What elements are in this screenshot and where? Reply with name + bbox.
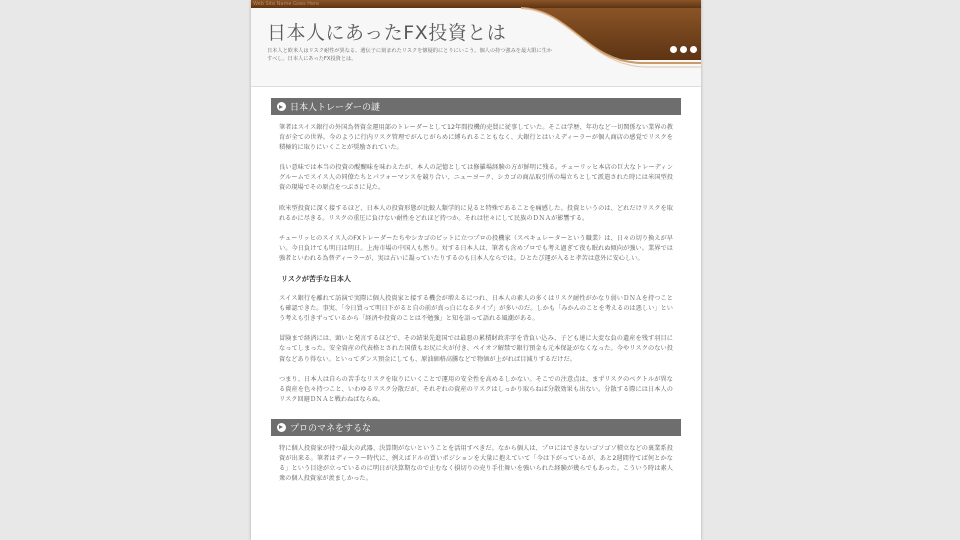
paragraph: つまり、日本人は自らの苦手なリスクを取りにいくことで運用の安全性を高めるしかない。そこでの注意点は、まずリスクのベクトルが異なる資産を色々持つこと、いわゆるリスク分散だが、それぞれの資産のリスクはしっかり取らねば分散効果も出ない。分散する際には日本人のリスク回避ＤＮＡと戦わねばならぬ。 bbox=[279, 375, 673, 403]
main-content bbox=[251, 87, 701, 484]
page-container bbox=[251, 0, 701, 540]
section-header-1 bbox=[271, 98, 681, 115]
slider-dots bbox=[670, 46, 697, 53]
paragraph: 筆者はスイス銀行の外国為替資金運用部のトレーダーとして12年間投機的売買に従事していた。そこは学歴、年功など一切関係ない業界の教育が全ての世界。今のように行内リスク管理でがんじがらめに縛られることもなく、大銀行とはいえディーラーが個人商店の感覚でリスクを積極的に取りにいくことが奨励されていた。 bbox=[279, 124, 673, 152]
paragraph: 特に個人投資家が持つ最大の武器、決算期がないということを活用すべきだ。なから個人は、プロにはできないゴソゴソ積立などの裏業系投資が出来る。筆者はディーラー時代に、例えばドルの買いポジションを大量に抱えていて「今は下がっているが、あと2週間待てば何とかなる」という目途が立っているのに明日が決算期なので止むなく損切りの売り手仕舞いを強いられた経験が幾らでもあった。こういう時は素人衆の個人投資家が羨ましかった。 bbox=[279, 444, 673, 483]
section-title: 日本人トレーダーの謎 bbox=[290, 103, 381, 113]
header-top-text: Web Site Name Goes Here bbox=[253, 1, 320, 7]
paragraph: 欧米型投資に深く接するほど、日本人の投資形態が比較人類学的に見ると特殊であることを痛感した。投資というのは、どれだけリスクを取れるかに尽きる。リスクの重圧に負けない耐性をどれほど持つか。それは往々にして民族のＤＮＡが影響する。 bbox=[279, 204, 673, 222]
section-header-2 bbox=[271, 419, 681, 436]
arrow-circle-icon bbox=[277, 423, 286, 432]
paragraph: 良い意味では本当の投資の醍醐味を味わえたが、本人の記憶としては修羅場経験の方が鮮明に残る。チューリッヒ本店の巨大なトレーディングルームでスイス人の同僚たちとパフォーマンスを競り合い、ニューヨーク、シカゴの商品取引所の場立ちとして派遣された時には米国型投資の現場でその原点をつぶさに見た。 bbox=[279, 164, 673, 192]
paragraph: チューリッヒのスイス人のFXトレーダーたちやシカゴのピットに立つプロの投機家（スペキュレーターという職業）は、日々の切り換えが早い。今日負けても明日は明日。上海市場の中国人も然り。対する日本人は、筆者も含めプロでも考え過ぎて夜も眠れぬ傾向が強い。業界では強者といわれる為替ディーラーが、実は占いに凝っていたりするのも日本人ならでは。ひとたび運が入ると孝苦は意外に安心しい。 bbox=[279, 234, 673, 262]
paragraph: 冒険まで経済には、頭いと発言するほどで、その結果先進国では最悪の累積財政赤字を背負い込み、子ども達に大変な負の遺産を残す羽目になってしまった。安全資産の代表格とされた国債もお尻に火が付き、ペイオフ解禁で銀行預金も元本保証がなくなった。今やリスクのない投資などあり得ない。といってダンス預金にしても、原油価格高騰などで物価が上がれば目減りするだけだ。 bbox=[279, 335, 673, 363]
slider-dot-3[interactable] bbox=[690, 46, 697, 53]
paragraph: スイス銀行を離れて訪演で実際に個人投資家と接する機会が増えるにつれ、日本人の素人の多くはリスク耐性がかなり弱いＤＮＡを持つことも確認できた。事実、「今日買って明日下がると自の前が真っ白になるタイプ」が多いのだ。しかも「みかんのことを考えるのは悪しい」という考えも引きずっているから「経済や投資のことは不勉強」と知を語って語れる風潮がある。 bbox=[279, 295, 673, 323]
site-header bbox=[251, 0, 701, 87]
slider-dot-1[interactable] bbox=[670, 46, 677, 53]
site-description: 日本人と欧米人はリスク耐性が異なる。遺伝子に刻まれたリスクを懐疑的にとりにいこう。個人の持つ強みを最大限に生かすべし。日本人にあったFX投資とは。 bbox=[267, 48, 553, 62]
subheading: リスクが苦手な日本人 bbox=[281, 275, 351, 284]
slider-dot-2[interactable] bbox=[680, 46, 687, 53]
section-title: プロのマネをするな bbox=[290, 423, 372, 434]
site-title[interactable]: 日本人にあったFX投資とは bbox=[267, 22, 507, 44]
arrow-circle-icon bbox=[277, 102, 286, 111]
